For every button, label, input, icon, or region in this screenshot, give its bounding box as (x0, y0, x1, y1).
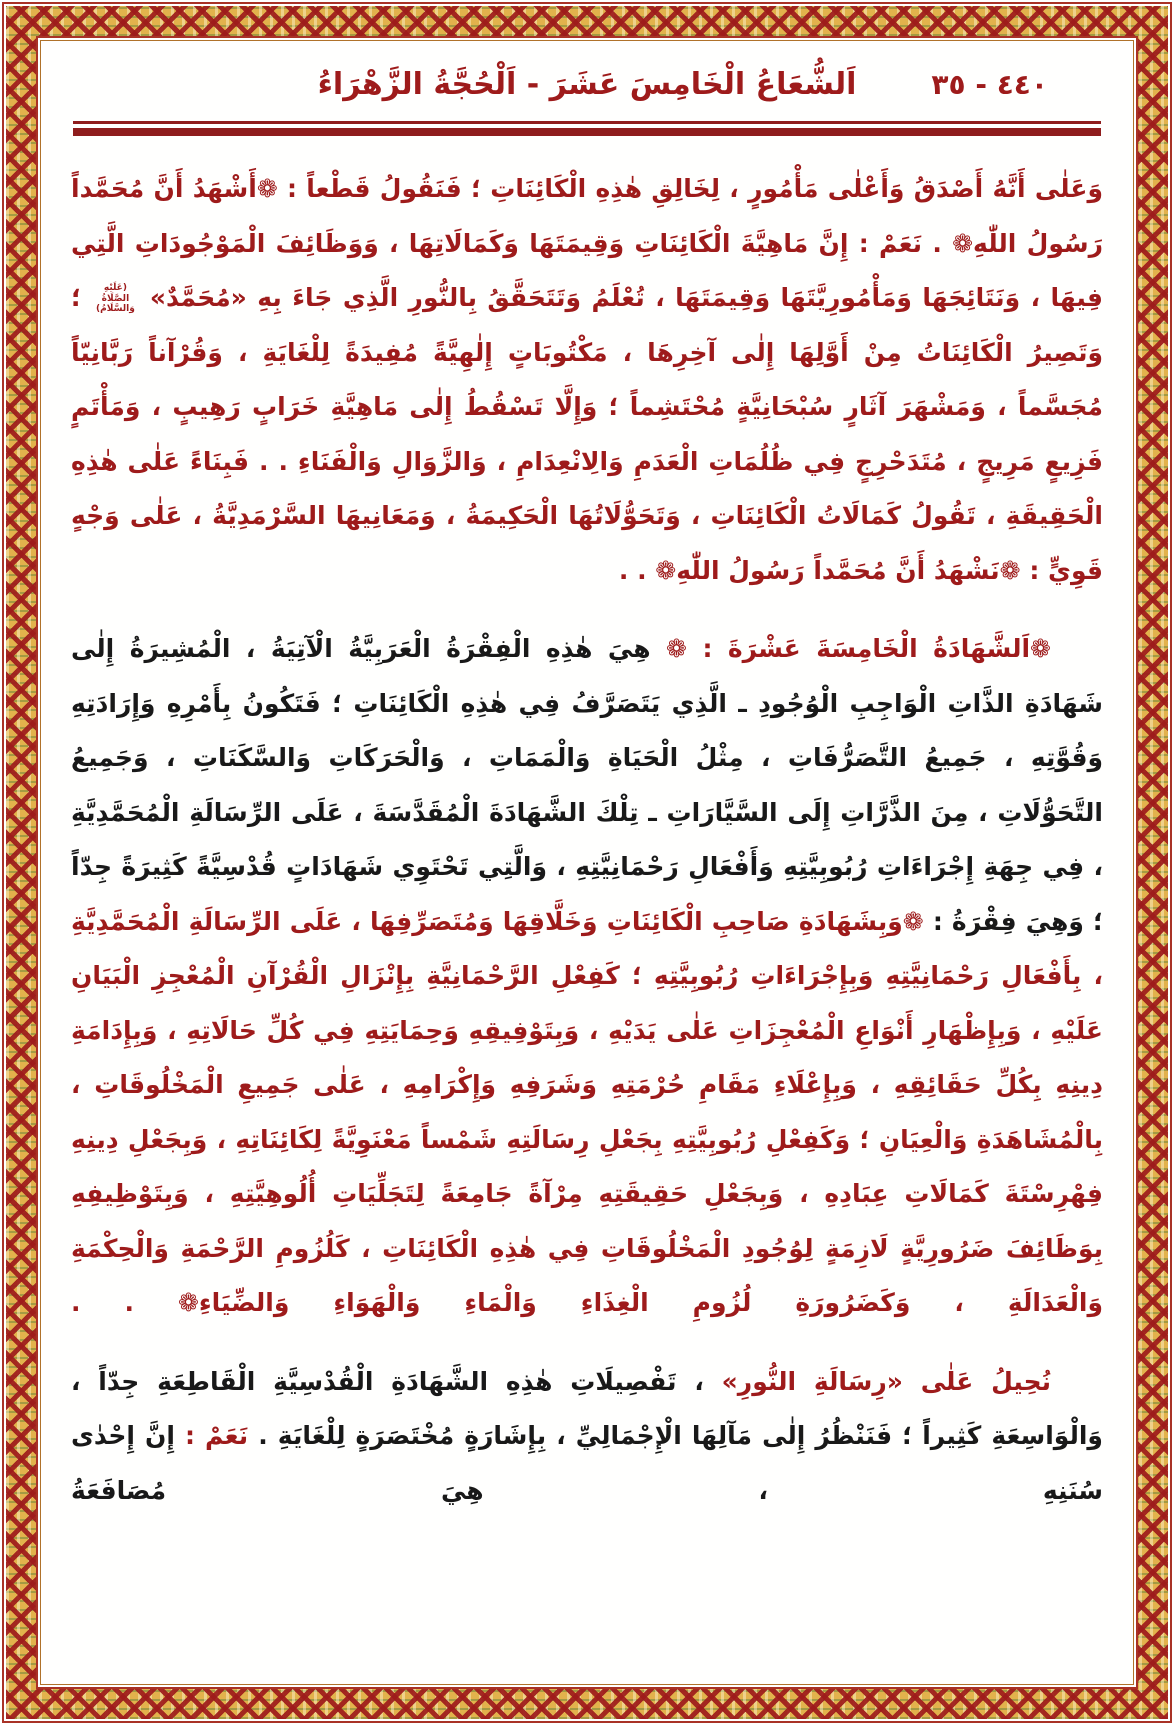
text-segment: نَعَمْ : (174, 1421, 249, 1450)
page-content (40, 40, 1134, 1685)
page-header (71, 57, 1103, 113)
page-number: ٤٤٠ - ٣٥ (931, 68, 1048, 101)
header-divider (73, 121, 1101, 136)
text-segment: إِنَّ إِحْدٰى سُنَنِهِ ، هِيَ مُصَافَعَةُ (71, 1421, 1103, 1505)
text-segment: وَعَلٰى أَنَّهُ أَصْدَقُ وَأَعْلٰى مَأْمُورٍ ، لِخَالِقِ هٰذِهِ الْكَائِنَاتِ ؛ فَنَقُولُ قَطْعاً : ❁أَشْهَدُ أَنَّ مُحَمَّداً رَسُولُ اللّٰهِ❁ . نَعَمْ : إِنَّ مَاهِيَّةَ الْكَائِنَاتِ وَقِيمَتَهَا وَكَمَالَاتِهَا ، وَوَظَائِفَ الْمَوْجُودَاتِ الَّتِي فِيهَا ، وَنَتَائِجَهَا وَمَأْمُورِيَّتَهَا وَقِيمَتَهَا ، تُعْلَمُ وَتَتَحَقَّقُ بِالنُّورِ الَّذِي جَاءَ بِهِ «مُحَمَّدٌ» (71, 174, 1103, 312)
text-segment: ❁اَلشَّهَادَةُ الْخَامِسَةَ عَشْرَةَ : ❁ (650, 634, 1051, 663)
text-segment: ❁وَبِشَهَادَةِ صَاحِبِ الْكَائِنَاتِ وَخَلَّاقِهَا وَمُتَصَرِّفِهَا ، عَلَى الرِّسَالَةِ الْمُحَمَّدِيَّةِ ، بِأَفْعَالِ رَحْمَانِيَّتِهِ وَبِإِجْرَاءَاتِ رُبُوبِيَّتِهِ ؛ كَفِعْلِ الرَّحْمَانِيَّةِ بِإِنْزَالِ الْقُرْآنِ الْمُعْجِزِ الْبَيَانِ عَلَيْهِ ، وَبِإِظْهَارِ أَنْوَاعِ الْمُعْجِزَاتِ عَلٰى يَدَيْهِ ، وَبِتَوْفِيقِهِ وَحِمَايَتِهِ فِي كُلِّ حَالَاتِهِ ، وَبِإِدَامَةِ دِينِهِ بِكُلِّ حَقَائِقِهِ ، وَبِإِعْلَاءِ مَقَامِ حُرْمَتِهِ وَشَرَفِهِ وَإِكْرَامِهِ ، عَلٰى جَمِيعِ الْمَخْلُوقَاتِ ، بِالْمُشَاهَدَةِ وَالْعِيَانِ ؛ وَكَفِعْلِ رُبُوبِيَّتِهِ بِجَعْلِ رِسَالَتِهِ شَمْساً مَعْنَوِيَّةً لِكَائِنَاتِهِ ، وَبِجَعْلِ دِينِهِ فِهْرِسْتَةَ كَمَالَاتِ عِبَادِهِ ، وَبِجَعْلِ حَقِيقَتِهِ مِرْآةً جَامِعَةً لِتَجَلِّيَاتِ أُلُوهِيَّتِهِ ، وَبِتَوْظِيفِهِ بِوَظَائِفَ ضَرُورِيَّةٍ لَازِمَةٍ لِوُجُودِ الْمَخْلُوقَاتِ فِي هٰذِهِ الْكَائِنَاتِ ، كَلُزُومِ الرَّحْمَةِ وَالْحِكْمَةِ وَالْعَدَالَةِ ، وَكَضَرُورَةِ لُزُومِ الْغِذَاءِ وَالْمَاءِ وَالْهَوَاءِ وَالضِّيَاءِ❁ . . (71, 906, 1103, 1317)
text-segment: ، تَفْصِيلَاتِ هٰذِهِ الشَّهَادَةِ الْقُدْسِيَّةِ الْقَاطِعَةِ جِدّاً ، وَالْوَاسِعَةِ كَثِيراً ؛ فَنَنْظُرُ إِلٰى مَآلِهَا الْإِجْمَالِيِّ ، بِإِشَارَةٍ مُخْتَصَرَةٍ لِلْغَايَةِ . (71, 1366, 1103, 1450)
honorific-mark: (عَلَيْهِ الصَّلَاةُ وَالسَّلَامُ) (96, 283, 135, 315)
body-paragraph-referral-to-risale-nur (71, 1355, 1103, 1519)
body-paragraph-opening-testimony (71, 162, 1103, 598)
text-segment: ؛ وَتَصِيرُ الْكَائِنَاتُ مِنْ أَوَّلِهَا إِلٰى آخِرِهَا ، مَكْتُوبَاتٍ إِلٰهِيَّةً مُفِيدَةً لِلْغَايَةِ ، وَقُرْآناً رَبَّانِيّاً مُجَسَّماً ، وَمَشْهَرَ آثَارٍ سُبْحَانِيَّةٍ مُحْتَشِماً ؛ وَإِلَّا تَسْقُطُ إِلٰى مَاهِيَّةِ خَرَابٍ رَهِيبٍ ، وَمَأْتَمٍ فَزِيعٍ مَرِيجٍ ، مُتَدَحْرِجٍ فِي ظُلُمَاتِ الْعَدَمِ وَالِانْعِدَامِ ، وَالزَّوَالِ وَالْفَنَاءِ . . فَبِنَاءً عَلٰى هٰذِهِ الْحَقِيقَةِ ، تَقُولُ كَمَالَاتُ الْكَائِنَاتِ ، وَتَحَوُّلَاتُهَا الْحَكِيمَةُ ، وَمَعَانِيهَا السَّرْمَدِيَّةُ ، عَلٰى وَجْهٍ قَوِيٍّ : ❁نَشْهَدُ أَنَّ مُحَمَّداً رَسُولُ اللّٰهِ❁ . . (71, 283, 1103, 585)
page-title: اَلشُّعَاعُ الْخَامِسَ عَشَرَ - اَلْحُجَّةُ الزَّهْرَاءُ (317, 67, 857, 102)
text-segment: نُحِيلُ عَلٰى «رِسَالَةِ النُّورِ» (721, 1366, 1051, 1396)
body-paragraph-fifteenth-testimony (71, 622, 1103, 1331)
text-segment: هِيَ هٰذِهِ الْفِقْرَةُ الْعَرَبِيَّةُ الْآتِيَةُ ، الْمُشِيرَةُ إِلٰى شَهَادَةِ الذَّاتِ الْوَاجِبِ الْوُجُودِ ـ الَّذِي يَتَصَرَّفُ فِي هٰذِهِ الْكَائِنَاتِ ؛ فَتَكُونُ بِأَمْرِهِ وَإِرَادَتِهِ وَقُوَّتِهِ ، جَمِيعُ التَّصَرُّفَاتِ ، مِثْلُ الْحَيَاةِ وَالْمَمَاتِ ، وَالْحَرَكَاتِ وَالسَّكَنَاتِ ، وَجَمِيعُ التَّحَوُّلَاتِ ، مِنَ الذَّرَّاتِ إِلَى السَّيَّارَاتِ ـ تِلْكَ الشَّهَادَةَ الْمُقَدَّسَةَ ، عَلَى الرِّسَالَةِ الْمُحَمَّدِيَّةِ ، فِي جِهَةِ إِجْرَاءَاتِ رُبُوبِيَّتِهِ وَأَفْعَالِ رَحْمَانِيَّتِهِ ، وَالَّتِي تَحْتَوِي شَهَادَاتٍ قُدْسِيَّةً كَثِيرَةً جِدّاً ؛ وَهِيَ فِقْرَةُ : (71, 634, 1103, 936)
